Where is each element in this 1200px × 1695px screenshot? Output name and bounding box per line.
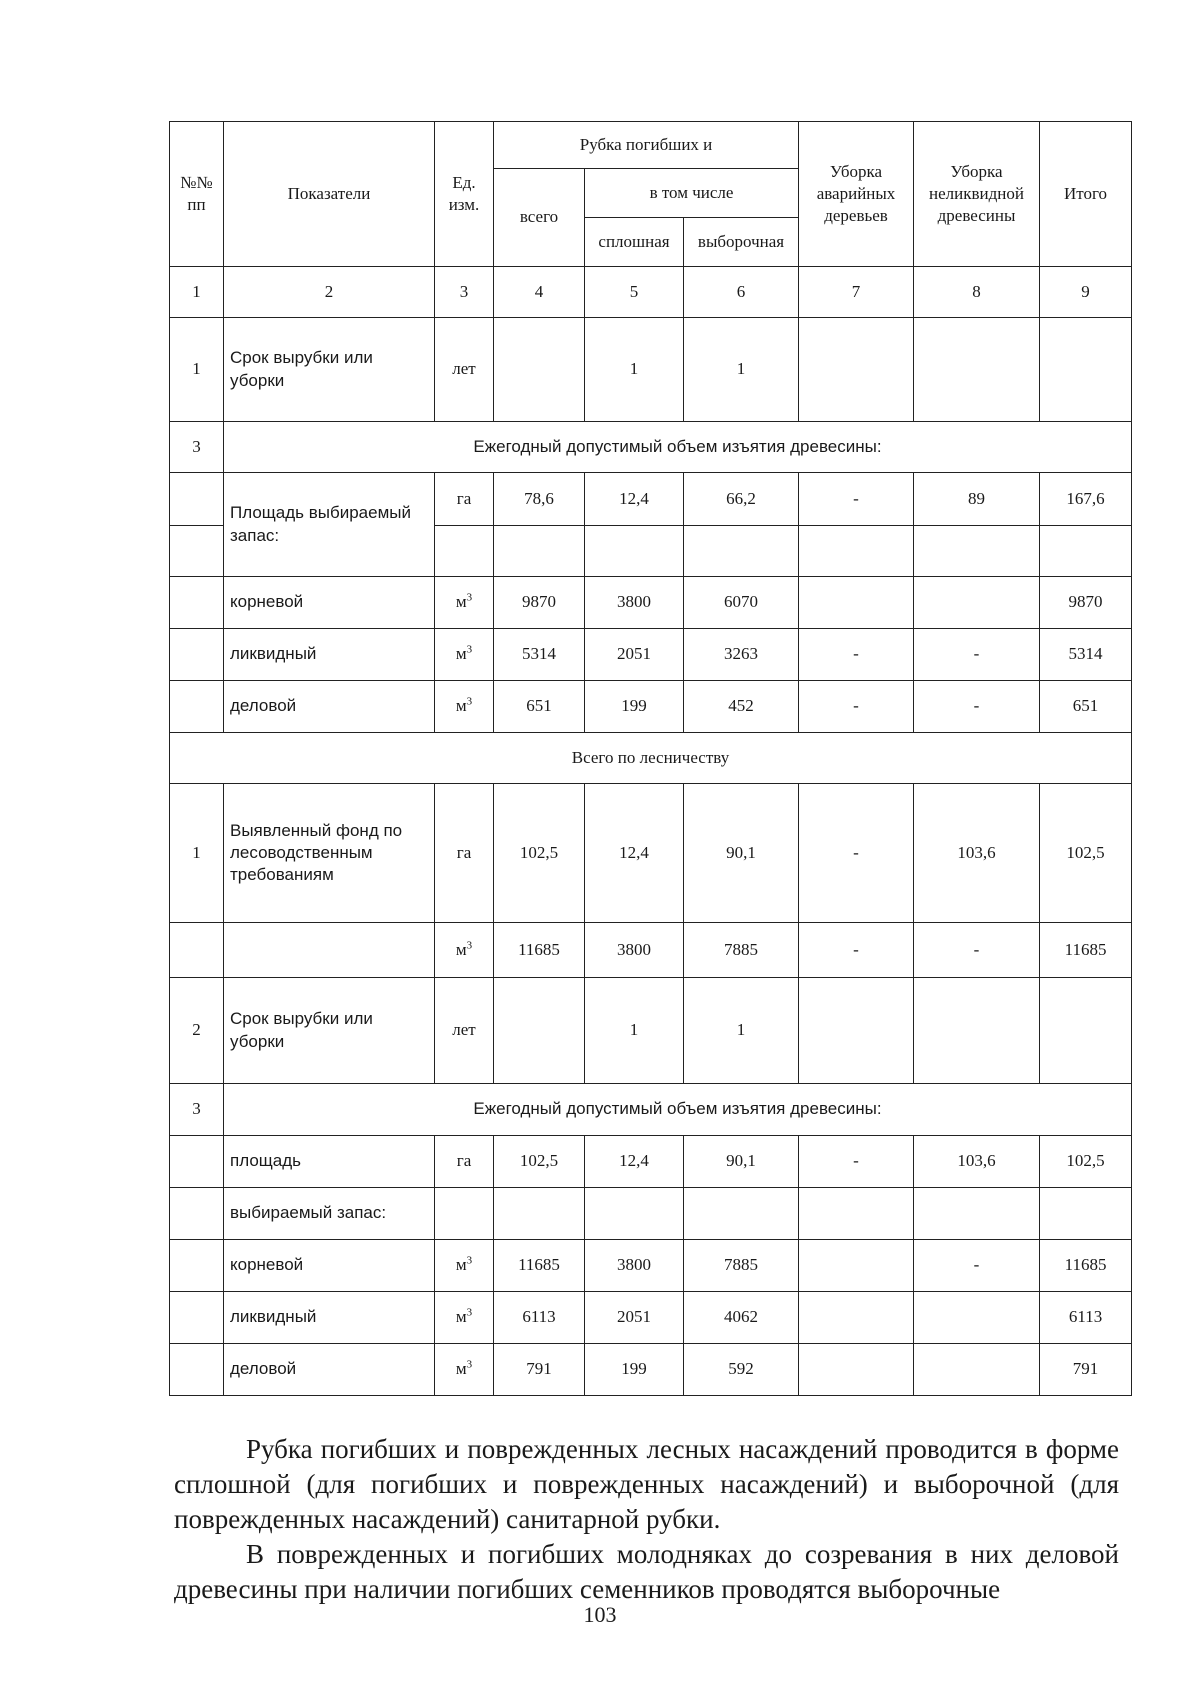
table-row [170,978,1132,1084]
cell [494,318,585,422]
cell [914,1292,1040,1344]
cell [914,978,1040,1084]
cell [799,1240,914,1292]
cell: 6113 [494,1292,585,1344]
cell [799,1292,914,1344]
colnum: 6 [684,267,799,318]
cell [1040,318,1132,422]
cell: 5314 [1040,629,1132,681]
cell: 6070 [684,577,799,629]
colnum: 2 [224,267,435,318]
cell: - [914,1240,1040,1292]
cell: 3800 [585,1240,684,1292]
header-group: Рубка погибших и [494,122,799,169]
row-unit: $м^3$ [435,1240,494,1292]
cell: - [914,681,1040,733]
cell [799,526,914,577]
cell [799,318,914,422]
cell: 1 [585,318,684,422]
cell: 199 [585,681,684,733]
cell: 66,2 [684,473,799,526]
cell: 102,5 [1040,784,1132,923]
table-row [170,1136,1132,1188]
cell: 103,6 [914,784,1040,923]
cell [684,526,799,577]
cell [494,526,585,577]
colnum: 5 [585,267,684,318]
row-num [170,1136,224,1188]
cell [914,318,1040,422]
row-num [170,1292,224,1344]
section-row [170,1084,1132,1136]
row-unit: га [435,473,494,526]
colnum: 3 [435,267,494,318]
cell: 102,5 [1040,1136,1132,1188]
header-incl: в том числе [585,169,799,218]
cell: 9870 [1040,577,1132,629]
cell: 102,5 [494,1136,585,1188]
cell [914,1344,1040,1396]
cell: 1 [684,978,799,1084]
cell: 90,1 [684,1136,799,1188]
row-label [224,923,435,978]
section-title: Ежегодный допустимый объем изъятия древесины: [224,422,1132,473]
cell: 199 [585,1344,684,1396]
row-num: 3 [170,422,224,473]
cell: 11685 [494,923,585,978]
row-num [170,1240,224,1292]
row-label: Площадь выбираемый запас: [224,473,435,577]
row-unit: лет [435,978,494,1084]
table-row [170,784,1132,923]
cell: 6113 [1040,1292,1132,1344]
table-row [170,473,1132,526]
cell: 4062 [684,1292,799,1344]
cell [914,526,1040,577]
row-num [170,526,224,577]
paragraph: Рубка погибших и поврежденных лесных насаждений проводится в форме сплошной (для погибших и поврежденных насаждений) и выборочной (для поврежденных насаждений) санитарной рубки. [174,1434,1119,1534]
cell: 90,1 [684,784,799,923]
cell: 791 [1040,1344,1132,1396]
cell: - [914,923,1040,978]
cell: 9870 [494,577,585,629]
row-unit: $м^3$ [435,1292,494,1344]
cell: 452 [684,681,799,733]
cell: 12,4 [585,784,684,923]
table-row [170,629,1132,681]
cell: 791 [494,1344,585,1396]
row-num [170,473,224,526]
cell [1040,526,1132,577]
cell: 78,6 [494,473,585,526]
cell: 7885 [684,1240,799,1292]
row-num [170,1344,224,1396]
row-label: корневой [224,1240,435,1292]
cell: - [799,681,914,733]
cell: 167,6 [1040,473,1132,526]
cell: 1 [684,318,799,422]
colnum: 9 [1040,267,1132,318]
row-label: корневой [224,577,435,629]
row-label: выбираемый запас: [224,1188,435,1240]
cell: 2051 [585,1292,684,1344]
row-label: площадь [224,1136,435,1188]
section-row [170,422,1132,473]
cell: 11685 [1040,1240,1132,1292]
cell [435,1188,494,1240]
table-row [170,681,1132,733]
cell [684,1188,799,1240]
table-row [170,1292,1132,1344]
cell: 12,4 [585,473,684,526]
column-number-row [170,267,1132,318]
colnum: 4 [494,267,585,318]
row-num: 3 [170,1084,224,1136]
cell [494,978,585,1084]
header-indicators: Показатели [224,122,435,267]
row-unit: $м^3$ [435,923,494,978]
row-label: ликвидный [224,629,435,681]
row-label: деловой [224,1344,435,1396]
row-num [170,1188,224,1240]
table-row [170,1188,1132,1240]
section-row [170,733,1132,784]
cell [494,1188,585,1240]
colnum: 7 [799,267,914,318]
row-unit: $м^3$ [435,629,494,681]
row-num [170,681,224,733]
cell: - [799,473,914,526]
row-label: деловой [224,681,435,733]
body-text [174,1432,1119,1607]
row-unit: $м^3$ [435,577,494,629]
row-num [170,923,224,978]
row-label: Срок вырубки или уборки [224,978,435,1084]
cell [435,526,494,577]
cell: - [799,784,914,923]
cell [799,577,914,629]
row-unit: га [435,1136,494,1188]
cell: 592 [684,1344,799,1396]
header-total: всего [494,169,585,267]
row-unit: $м^3$ [435,681,494,733]
cell: 3800 [585,577,684,629]
cell: 11685 [1040,923,1132,978]
row-num: 1 [170,318,224,422]
cell [1040,1188,1132,1240]
cell: 1 [585,978,684,1084]
cell [799,978,914,1084]
colnum: 1 [170,267,224,318]
cell: 103,6 [914,1136,1040,1188]
cell: 11685 [494,1240,585,1292]
row-unit: лет [435,318,494,422]
cell: 7885 [684,923,799,978]
row-num [170,629,224,681]
cell: 651 [1040,681,1132,733]
row-unit: $м^3$ [435,1344,494,1396]
header-selective: выборочная [684,218,799,267]
forest-table [169,121,1132,1396]
cell [585,1188,684,1240]
row-num [170,577,224,629]
section-title: Ежегодный допустимый объем изъятия древесины: [224,1084,1132,1136]
row-num: 1 [170,784,224,923]
cell [799,1344,914,1396]
cell [799,1188,914,1240]
cell: 89 [914,473,1040,526]
header-emergency: Уборка аварийных деревьев [799,122,914,267]
header-num: №№ пп [170,122,224,267]
cell: - [799,923,914,978]
row-unit: га [435,784,494,923]
row-label: ликвидный [224,1292,435,1344]
table-row [170,577,1132,629]
cell: 3800 [585,923,684,978]
cell: - [799,629,914,681]
paragraph: В поврежденных и погибших молодняках до созревания в них деловой древесины при наличии погибших семенников проводятся выборочные [174,1539,1119,1604]
table-row [170,923,1132,978]
cell: 651 [494,681,585,733]
table-row [170,318,1132,422]
row-label: Выявленный фонд по лесоводственным требованиям [224,784,435,923]
cell [1040,978,1132,1084]
colnum: 8 [914,267,1040,318]
cell: 102,5 [494,784,585,923]
cell: 2051 [585,629,684,681]
cell: 3263 [684,629,799,681]
section-title: Всего по лесничеству [170,733,1132,784]
cell: - [914,629,1040,681]
row-num: 2 [170,978,224,1084]
table-row [170,1344,1132,1396]
cell [914,1188,1040,1240]
cell: 5314 [494,629,585,681]
header-illiquid: Уборка неликвидной древесины [914,122,1040,267]
cell: 12,4 [585,1136,684,1188]
header-continuous: сплошная [585,218,684,267]
row-label: Срок вырубки или уборки [224,318,435,422]
cell: - [799,1136,914,1188]
cell [914,577,1040,629]
page-number: 103 [583,1602,617,1627]
cell [585,526,684,577]
header-itogo: Итого [1040,122,1132,267]
table-row [170,1240,1132,1292]
header-unit: Ед. изм. [435,122,494,267]
header-row-1 [170,122,1132,169]
